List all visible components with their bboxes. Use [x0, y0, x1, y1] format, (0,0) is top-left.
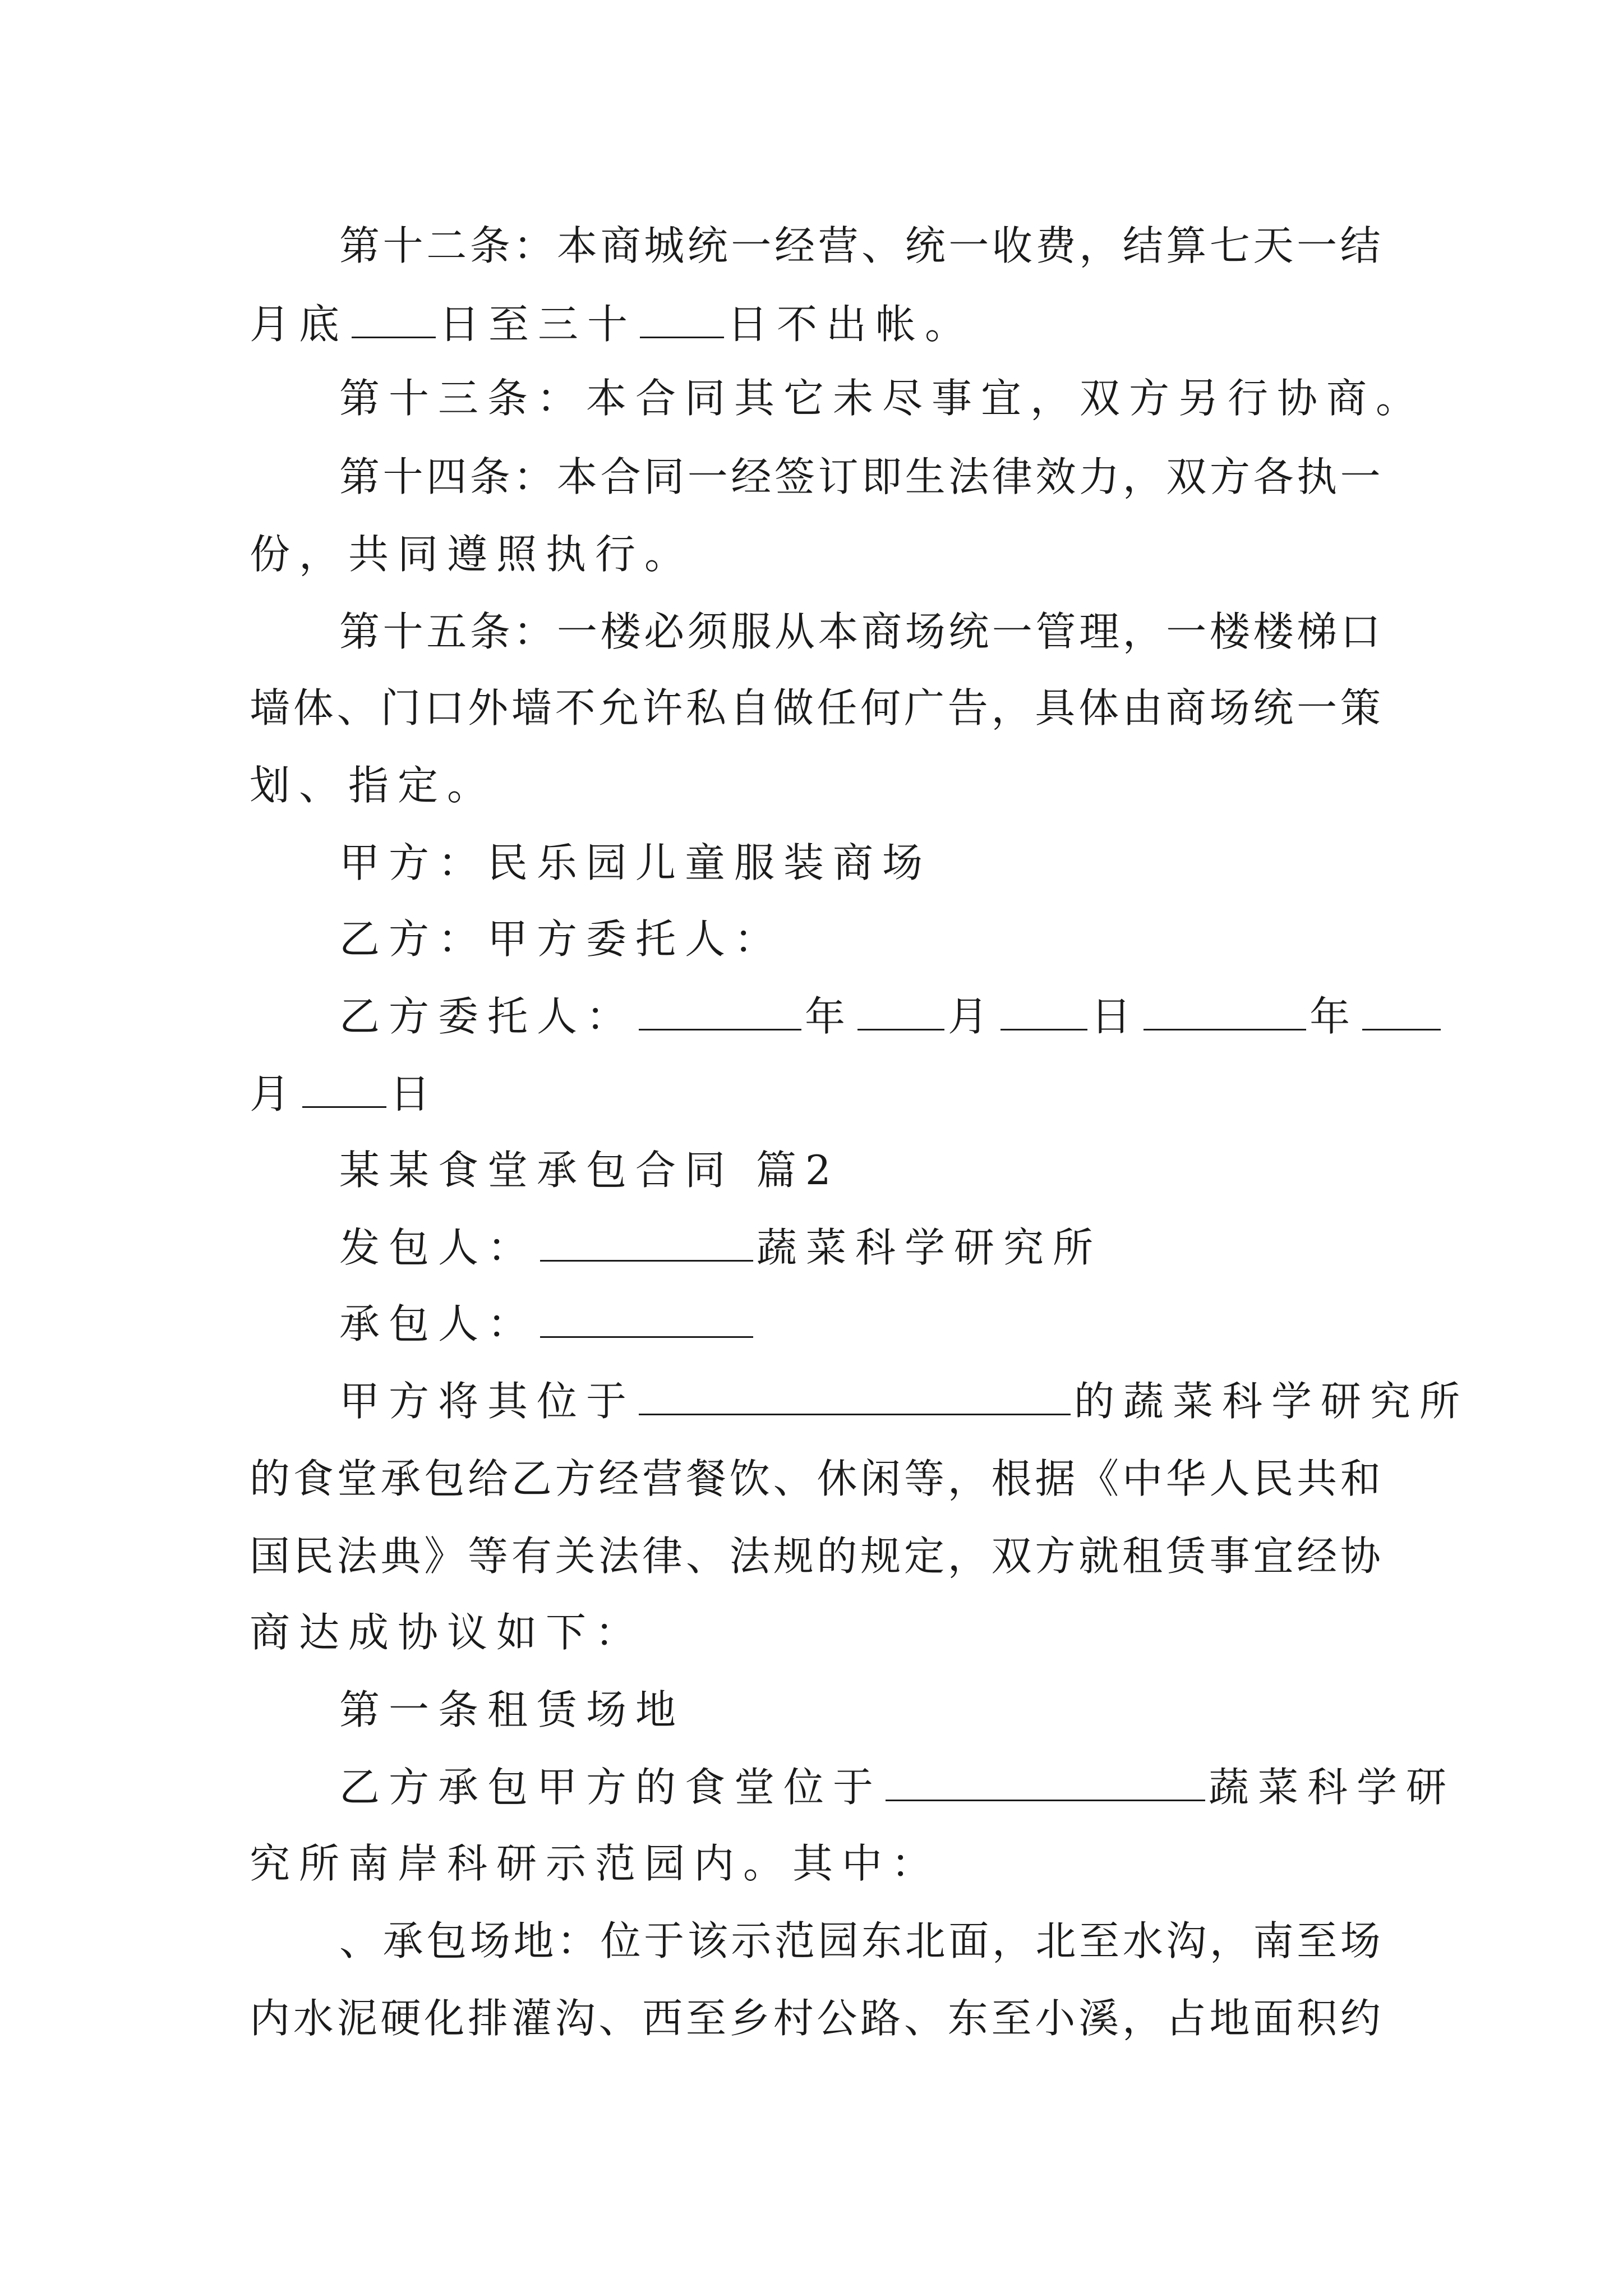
text-char: 从 — [774, 608, 815, 655]
text-char: 事 — [1209, 1533, 1250, 1580]
text-line — [339, 1907, 1381, 1975]
text-char: 一 — [1297, 684, 1338, 731]
text-char: 、 — [339, 1917, 380, 1964]
text-char: 《 — [1078, 1455, 1119, 1502]
text-line-with-blanks — [339, 1754, 1455, 1821]
fill-in-blank[interactable] — [352, 305, 436, 338]
text-char: 一 — [687, 453, 728, 500]
text-char: 约 — [1340, 1995, 1381, 2042]
text-char: 场 — [1209, 684, 1250, 731]
text-char: 租 — [1122, 1533, 1163, 1580]
text-char: 力 — [1079, 453, 1120, 500]
text-char: 范 — [774, 1917, 815, 1964]
fill-in-blank[interactable] — [886, 1768, 1205, 1801]
text-char: 十 — [382, 222, 423, 269]
text-char: 西 — [642, 1995, 683, 2042]
text-line-with-blanks — [339, 1368, 1469, 1435]
text-segment: 日至三十 — [439, 301, 637, 348]
text-char: 商 — [600, 222, 641, 269]
text-char: 中 — [1122, 1455, 1163, 1502]
text-char: 方 — [555, 1455, 596, 1502]
text-char: 必 — [644, 608, 685, 655]
text-char: 给 — [467, 1455, 508, 1502]
text-char: 双 — [1166, 453, 1207, 500]
text-char: 法 — [948, 453, 989, 500]
text-char: 小 — [1035, 1995, 1076, 2042]
text-segment: 日 — [390, 1070, 440, 1117]
text-char: 、 — [861, 222, 902, 269]
text-char: 于 — [644, 1917, 685, 1964]
section-heading: 某某食堂承包合同 篇2 — [339, 1147, 840, 1194]
text-char: 结 — [1122, 222, 1163, 269]
text-char: 城 — [644, 222, 685, 269]
text-char: 楼 — [600, 608, 641, 655]
text-char: 乡 — [729, 1995, 770, 2042]
fill-in-blank[interactable] — [857, 997, 944, 1030]
party-a-line: 甲方：民乐园儿童服装商场 — [339, 839, 932, 886]
text-segment: 年 — [805, 993, 855, 1040]
text-char: 、 — [773, 1455, 814, 1502]
text-line — [339, 598, 1381, 665]
text-char: 至 — [991, 1995, 1032, 2042]
text-char: 任 — [817, 684, 857, 731]
fill-in-blank[interactable] — [302, 1075, 386, 1108]
text-segment: 蔬菜科学研究所 — [757, 1224, 1103, 1271]
text-char: 水 — [1122, 1917, 1163, 1964]
text-char: 、 — [336, 684, 377, 731]
text-char: 不 — [555, 684, 596, 731]
text-char: 第 — [339, 608, 380, 655]
text-line — [250, 674, 1381, 742]
text-char: 》 — [424, 1533, 465, 1580]
text-char: 须 — [687, 608, 728, 655]
text-char: 一 — [948, 222, 989, 269]
text-char: 体 — [293, 684, 334, 731]
text-char: ， — [1209, 1917, 1250, 1964]
text-char: 排 — [467, 1995, 508, 2042]
text-char: 沟 — [1166, 1917, 1207, 1964]
text-char: 规 — [773, 1533, 814, 1580]
text-char: 条 — [469, 453, 510, 500]
text-char: 硬 — [380, 1995, 421, 2042]
text-char: 效 — [1035, 453, 1076, 500]
text-line — [250, 1445, 1381, 1512]
text-char: 等 — [467, 1533, 508, 1580]
text-char: 天 — [1253, 222, 1294, 269]
text-char: ： — [513, 608, 554, 655]
text-char: 内 — [250, 1995, 291, 2042]
text-char: 国 — [250, 1533, 291, 1580]
text-char: 门 — [380, 684, 421, 731]
text-char: 告 — [947, 684, 988, 731]
text-char: 规 — [860, 1533, 901, 1580]
text-char: 策 — [1340, 684, 1381, 731]
text-char: 统 — [1253, 684, 1294, 731]
text-char: 商 — [1165, 684, 1206, 731]
text-char: 私 — [685, 684, 726, 731]
text-char: ： — [513, 453, 554, 500]
text-char: 二 — [426, 222, 467, 269]
text-segment: 月 — [948, 993, 998, 1040]
text-char: 定 — [903, 1533, 944, 1580]
text-char: 具 — [1035, 684, 1076, 731]
text-char: ： — [513, 222, 554, 269]
text-char: 等 — [903, 1455, 944, 1502]
text-char: ： — [556, 1917, 597, 1964]
text-char: 示 — [731, 1917, 772, 1964]
text-line: 第十三条：本合同其它未尽事宜，双方另行协商。 — [339, 375, 1426, 422]
text-char: 条 — [469, 222, 510, 269]
text-char: 餐 — [685, 1455, 726, 1502]
party-b-line: 乙方：甲方委托人： — [339, 915, 784, 963]
text-char: 至 — [685, 1995, 726, 2042]
text-char: 由 — [1122, 684, 1163, 731]
text-line — [250, 1985, 1381, 2052]
text-char: 、 — [598, 1995, 639, 2042]
text-char: 墙 — [250, 684, 291, 731]
text-char: 生 — [905, 453, 946, 500]
text-char: 路 — [860, 1995, 901, 2042]
text-line-with-blanks — [250, 291, 974, 358]
text-char: 积 — [1297, 1995, 1338, 2042]
text-char: 包 — [426, 1917, 467, 1964]
contractor-line — [339, 1214, 1102, 1281]
text-char: 自 — [729, 684, 770, 731]
text-char: 承 — [380, 1455, 421, 1502]
text-char: ， — [1122, 608, 1163, 655]
text-char: 位 — [600, 1917, 641, 1964]
text-char: 经 — [731, 453, 772, 500]
text-char: 关 — [555, 1533, 596, 1580]
text-char: 典 — [380, 1533, 421, 1580]
text-char: 统 — [948, 608, 989, 655]
text-char: 休 — [817, 1455, 857, 1502]
text-char: 一 — [992, 608, 1032, 655]
text-char: 乙 — [511, 1455, 552, 1502]
text-char: 法 — [336, 1533, 377, 1580]
text-segment: 乙方承包甲方的食堂位于 — [339, 1764, 883, 1811]
text-char: 统 — [687, 222, 728, 269]
text-char: 服 — [731, 608, 772, 655]
text-char: 、 — [903, 1995, 944, 2042]
text-char: 算 — [1166, 222, 1207, 269]
text-char: ， — [947, 1455, 988, 1502]
text-line: 商达成协议如下： — [250, 1609, 645, 1656]
text-line: 划、指定。 — [250, 762, 497, 809]
fill-in-blank[interactable] — [640, 305, 724, 338]
text-char: 方 — [1209, 453, 1250, 500]
article-heading: 第一条租赁场地 — [339, 1686, 685, 1733]
text-char: 赁 — [1165, 1533, 1206, 1580]
text-char: 条 — [469, 608, 510, 655]
text-char: 四 — [426, 453, 467, 500]
text-char: 本 — [556, 453, 597, 500]
text-char: 饮 — [729, 1455, 770, 1502]
text-char: 地 — [513, 1917, 554, 1964]
text-char: 同 — [644, 453, 685, 500]
text-segment: 月底 — [250, 301, 349, 348]
text-char: 允 — [598, 684, 639, 731]
text-char: 十 — [382, 608, 423, 655]
text-char: 沟 — [555, 1995, 596, 2042]
text-char: 本 — [556, 222, 597, 269]
fill-in-blank[interactable] — [540, 1305, 753, 1338]
text-line: 究所南岸科研示范园内。其中： — [250, 1840, 941, 1887]
text-line: 份，共同遵照执行。 — [250, 531, 694, 578]
text-char: 华 — [1165, 1455, 1206, 1502]
text-char: 体 — [1078, 684, 1119, 731]
text-char: 民 — [293, 1533, 334, 1580]
text-char: 一 — [1166, 608, 1207, 655]
text-char: 人 — [1209, 1455, 1250, 1502]
text-char: 营 — [642, 1455, 683, 1502]
text-char: 该 — [687, 1917, 728, 1964]
text-char: 统 — [905, 222, 946, 269]
text-char: ， — [1122, 453, 1163, 500]
text-char: 面 — [1253, 1995, 1294, 2042]
fill-in-blank[interactable] — [639, 1382, 1071, 1415]
text-char: 场 — [1340, 1917, 1381, 1964]
text-char: 包 — [424, 1455, 465, 1502]
text-segment: 蔬菜科学研 — [1209, 1764, 1456, 1811]
text-char: 律 — [992, 453, 1032, 500]
text-char: 口 — [424, 684, 465, 731]
text-segment: 发包人： — [339, 1224, 537, 1271]
text-char: 第 — [339, 222, 380, 269]
text-char: 化 — [424, 1995, 465, 2042]
text-char: 公 — [817, 1995, 857, 2042]
text-char: ， — [991, 684, 1032, 731]
text-char: 许 — [642, 684, 683, 731]
text-char: 商 — [861, 608, 902, 655]
text-char: ， — [992, 1917, 1032, 1964]
text-char: 一 — [1340, 453, 1381, 500]
text-segment: 月 — [250, 1070, 299, 1117]
text-char: 执 — [1297, 453, 1338, 500]
text-char: 墙 — [511, 684, 552, 731]
text-char: 双 — [991, 1533, 1032, 1580]
text-char: 根 — [991, 1455, 1032, 1502]
text-char: 第 — [339, 453, 380, 500]
text-segment: 的蔬菜科学研究所 — [1074, 1378, 1469, 1425]
text-char: 溪 — [1078, 1995, 1119, 2042]
text-char: 方 — [1035, 1533, 1076, 1580]
text-char: 律 — [642, 1533, 683, 1580]
text-char: 梯 — [1297, 608, 1338, 655]
text-line — [339, 443, 1381, 510]
text-char: 一 — [731, 222, 772, 269]
text-segment: 乙方委托人： — [339, 993, 636, 1040]
text-segment: 日不出帐。 — [727, 301, 975, 348]
text-char: 就 — [1078, 1533, 1119, 1580]
text-char: 合 — [600, 453, 641, 500]
text-char: 收 — [992, 222, 1032, 269]
text-char: 即 — [861, 453, 902, 500]
fill-in-blank[interactable] — [639, 997, 801, 1030]
text-char: 村 — [773, 1995, 814, 2042]
text-char: 营 — [818, 222, 859, 269]
text-char: 泥 — [336, 1995, 377, 2042]
text-char: 法 — [598, 1533, 639, 1580]
text-char: 何 — [860, 684, 901, 731]
text-char: 经 — [598, 1455, 639, 1502]
text-char: 经 — [1297, 1533, 1338, 1580]
text-char: 地 — [1209, 1995, 1250, 2042]
text-char: 本 — [818, 608, 859, 655]
text-char: 据 — [1035, 1455, 1076, 1502]
text-segment: 承包人： — [339, 1300, 537, 1347]
text-char: 楼 — [1253, 608, 1294, 655]
text-char: 东 — [947, 1995, 988, 2042]
text-char: 法 — [729, 1533, 770, 1580]
text-char: 面 — [948, 1917, 989, 1964]
text-char: 各 — [1253, 453, 1294, 500]
text-char: 灌 — [511, 1995, 552, 2042]
text-segment: 甲方将其位于 — [339, 1378, 636, 1425]
contractee-line — [339, 1290, 757, 1358]
text-char: 订 — [818, 453, 859, 500]
text-char: 承 — [382, 1917, 423, 1964]
date-continuation-line — [250, 1060, 439, 1128]
text-char: 楼 — [1209, 608, 1250, 655]
text-char: 南 — [1253, 1917, 1294, 1964]
text-char: 外 — [467, 684, 508, 731]
fill-in-blank[interactable] — [540, 1228, 753, 1262]
text-char: 、 — [685, 1533, 726, 1580]
text-line — [250, 1522, 1381, 1590]
text-char: 理 — [1079, 608, 1120, 655]
signature-date-line — [339, 983, 1444, 1050]
text-char: 园 — [818, 1917, 859, 1964]
text-char: 至 — [1079, 1917, 1120, 1964]
text-char: ， — [1122, 1995, 1163, 2042]
text-char: 北 — [1035, 1917, 1076, 1964]
text-char: 食 — [293, 1455, 334, 1502]
text-char: 北 — [905, 1917, 946, 1964]
text-char: 水 — [293, 1995, 334, 2042]
text-char: 管 — [1035, 608, 1076, 655]
text-char: 有 — [511, 1533, 552, 1580]
text-char: 至 — [1297, 1917, 1338, 1964]
text-char: ， — [947, 1533, 988, 1580]
text-char: 和 — [1340, 1455, 1381, 1502]
text-char: 十 — [382, 453, 423, 500]
text-char: 结 — [1340, 222, 1381, 269]
text-char: 协 — [1340, 1533, 1381, 1580]
text-char: 堂 — [336, 1455, 377, 1502]
text-char: 共 — [1297, 1455, 1338, 1502]
text-char: 五 — [426, 608, 467, 655]
text-char: 广 — [903, 684, 944, 731]
text-char: ， — [1079, 222, 1120, 269]
text-char: 场 — [905, 608, 946, 655]
text-segment: 日 — [1091, 993, 1141, 1040]
text-char: 七 — [1209, 222, 1250, 269]
text-char: 的 — [250, 1455, 291, 1502]
text-char: 的 — [817, 1533, 857, 1580]
text-char: 签 — [774, 453, 815, 500]
text-char: 闲 — [860, 1455, 901, 1502]
text-char: 东 — [861, 1917, 902, 1964]
text-char: 占 — [1165, 1995, 1206, 2042]
text-char: 场 — [469, 1917, 510, 1964]
text-char: 宜 — [1253, 1533, 1294, 1580]
text-char: 一 — [1297, 222, 1338, 269]
text-char: 经 — [774, 222, 815, 269]
fill-in-blank[interactable] — [1362, 997, 1441, 1030]
fill-in-blank[interactable] — [1144, 997, 1306, 1030]
fill-in-blank[interactable] — [1000, 997, 1087, 1030]
text-segment: 年 — [1310, 993, 1359, 1040]
text-char: 做 — [773, 684, 814, 731]
text-char: 费 — [1035, 222, 1076, 269]
text-line — [339, 212, 1381, 279]
text-char: 一 — [556, 608, 597, 655]
text-char: 口 — [1340, 608, 1381, 655]
text-char: 民 — [1253, 1455, 1294, 1502]
